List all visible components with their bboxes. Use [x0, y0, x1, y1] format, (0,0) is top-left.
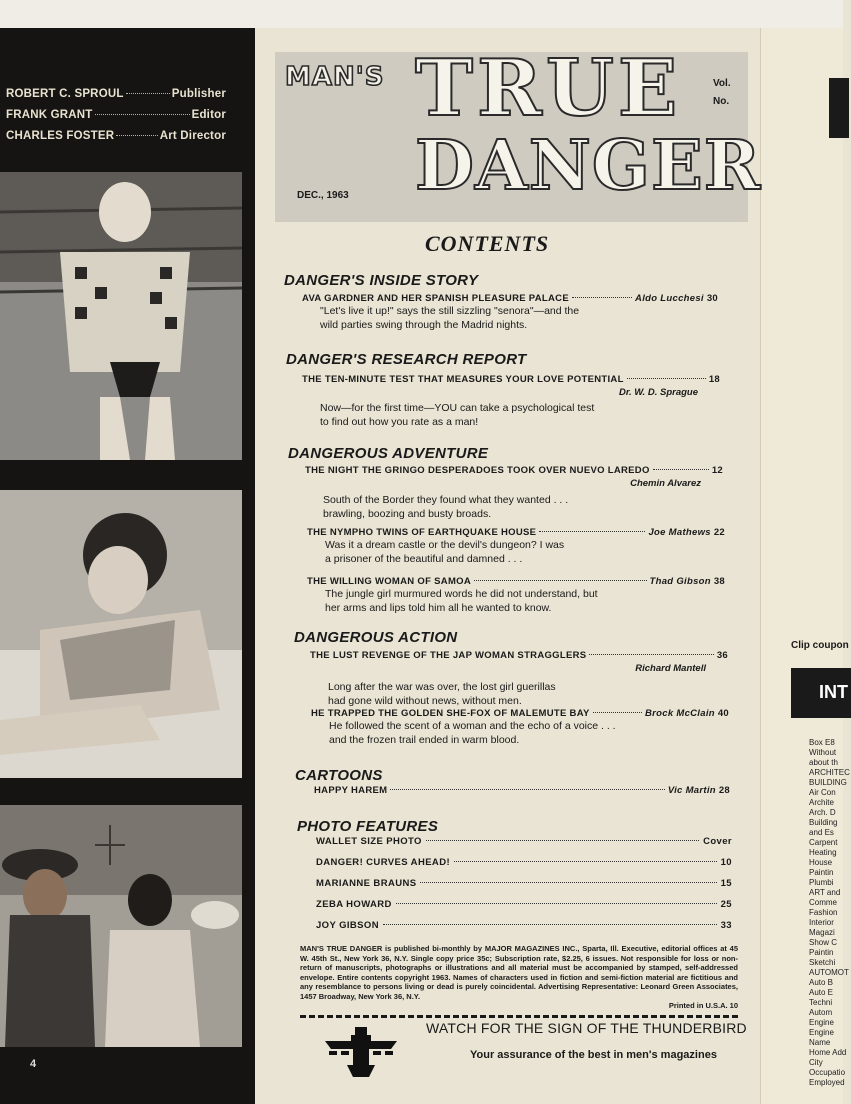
- section-heading: PHOTO FEATURES: [297, 818, 439, 835]
- photo-feature-row: [316, 836, 732, 857]
- leader-dots: [126, 93, 170, 94]
- leader-dots: [474, 580, 647, 581]
- article-blurb: a prisoner of the beautiful and damned . . .: [325, 553, 523, 565]
- leader-dots: [426, 840, 699, 841]
- staff-role: Art Director: [159, 130, 226, 142]
- feature-title: MARIANNE BRAUNS: [316, 878, 417, 889]
- section-heading: DANGER'S RESEARCH REPORT: [286, 351, 527, 368]
- staff-name: FRANK GRANT: [6, 109, 93, 121]
- masthead-title-line2: DANGER: [415, 126, 762, 206]
- coupon-line: Engine: [809, 1028, 834, 1037]
- coupon-line: Employed: [809, 1078, 845, 1087]
- staff-role: Publisher: [171, 88, 226, 100]
- article-author: Brock McClain: [644, 708, 715, 719]
- photo-feature-row: [316, 857, 732, 878]
- coupon-line: Box E8: [809, 738, 835, 747]
- leader-dots: [390, 789, 664, 790]
- coupon-line: Fashion: [809, 908, 838, 917]
- photo-feature-row: [316, 899, 732, 920]
- coupon-line: Techni: [809, 998, 833, 1007]
- coupon-line: Building: [809, 818, 838, 827]
- coupon-line: Autom: [809, 1008, 833, 1017]
- leader-dots: [396, 903, 717, 904]
- article-blurb: had gone wild without news, without men.: [328, 695, 522, 707]
- article-title: THE TEN-MINUTE TEST THAT MEASURES YOUR LOVE POTENTIAL: [302, 374, 624, 385]
- article-blurb: Was it a dream castle or the devil's dungeon? I was: [325, 539, 565, 551]
- staff-name: ROBERT C. SPROUL: [6, 88, 124, 100]
- coupon-line: Engine: [809, 1018, 834, 1027]
- coupon-line: Without: [809, 748, 837, 757]
- article-blurb: South of the Border they found what they wanted . . .: [323, 494, 569, 506]
- masthead-title-line1: TRUE: [415, 43, 682, 134]
- contents-entry: [307, 527, 725, 566]
- entry-title-line: [310, 650, 728, 661]
- coupon-line: Home Add: [809, 1048, 847, 1057]
- coupon-line: Air Con: [809, 788, 836, 797]
- illustration-captive-woman: [0, 172, 242, 460]
- staff-row: [6, 130, 226, 142]
- staff-credits: [6, 88, 226, 151]
- coupon-line: Auto B: [809, 978, 834, 987]
- coupon-line: Show C: [809, 938, 838, 947]
- section-heading: CARTOONS: [295, 767, 383, 784]
- coupon-line: ARCHITEC: [809, 768, 850, 777]
- leader-dots: [593, 712, 642, 713]
- page-top-edge: [0, 0, 843, 28]
- photo-feature-row: [316, 920, 732, 941]
- coupon-line: AUTOMOT: [809, 968, 849, 977]
- coupon-line: Heating: [809, 848, 837, 857]
- illustration-saloon-scene: [0, 805, 242, 1047]
- coupon-line: Paintin: [809, 868, 834, 877]
- volume-label: Vol.: [713, 78, 731, 89]
- page-number: 4: [30, 1058, 37, 1070]
- leader-dots: [627, 378, 706, 379]
- page-ref: 15: [720, 878, 732, 889]
- article-author: Thad Gibson: [649, 576, 711, 587]
- leader-dots: [653, 469, 709, 470]
- article-author: Chemin Alvarez: [630, 478, 701, 489]
- page-ref: 38: [713, 576, 725, 587]
- leader-dots: [572, 297, 632, 298]
- leader-dots: [539, 531, 645, 532]
- feature-title: DANGER! CURVES AHEAD!: [316, 857, 451, 868]
- coupon-line: and Es: [809, 828, 834, 837]
- int-header-box: INT: [791, 668, 851, 718]
- staff-row: [6, 88, 226, 100]
- feature-title: WALLET SIZE PHOTO: [316, 836, 422, 847]
- article-title: THE WILLING WOMAN OF SAMOA: [307, 576, 472, 587]
- photo-features-list: [316, 836, 732, 941]
- coupon-line: Carpent: [809, 838, 838, 847]
- contents-entry: [310, 650, 728, 708]
- coupon-line: Archite: [809, 798, 834, 807]
- contents-title: CONTENTS: [425, 231, 550, 256]
- page-ref: 25: [720, 899, 732, 910]
- contents-entry: [311, 708, 729, 747]
- coupon-line: Magazi: [809, 928, 835, 937]
- coupon-line: ART and: [809, 888, 841, 897]
- page-ref: 12: [711, 465, 723, 476]
- coupon-line: Paintin: [809, 948, 834, 957]
- coupon-line: Interior: [809, 918, 834, 927]
- leader-dots: [589, 654, 713, 655]
- page-ref: 10: [720, 857, 732, 868]
- article-author: Richard Mantell: [635, 663, 706, 674]
- staff-name: CHARLES FOSTER: [6, 130, 115, 142]
- article-title: HAPPY HAREM: [314, 785, 388, 796]
- article-title: THE NIGHT THE GRINGO DESPERADOES TOOK OVER NUEVO LAREDO: [305, 465, 650, 476]
- article-title: HE TRAPPED THE GOLDEN SHE-FOX OF MALEMUTE BAY: [311, 708, 590, 719]
- entry-title-line: [302, 293, 718, 304]
- coupon-line: City: [809, 1058, 823, 1067]
- coupon-line: Sketchi: [809, 958, 836, 967]
- staff-row: [6, 109, 226, 121]
- thunderbird-slogan: WATCH FOR THE SIGN OF THE THUNDERBIRD: [426, 1020, 747, 1036]
- leader-dots: [95, 114, 190, 115]
- contents-entry: [302, 293, 718, 332]
- coupon-line: House: [809, 858, 833, 867]
- issue-date: DEC., 1963: [297, 190, 349, 201]
- page-ref: 30: [706, 293, 718, 304]
- publication-fineprint: [300, 944, 738, 1011]
- assurance-tagline: Your assurance of the best in men's magazines: [470, 1049, 717, 1061]
- article-blurb: "Let's live it up!" says the still sizzling "senora"—and the: [320, 305, 580, 317]
- entry-title-line: [307, 576, 725, 587]
- article-blurb: The jungle girl murmured words he did not understand, but: [325, 588, 598, 600]
- coupon-line: Plumbi: [809, 878, 834, 887]
- page-ref: 33: [720, 920, 732, 931]
- leader-dots: [116, 135, 157, 136]
- page-ref: 28: [718, 785, 730, 796]
- page-ref: 36: [716, 650, 728, 661]
- page-ref: 40: [717, 708, 729, 719]
- contents-entry: [314, 785, 730, 796]
- masthead: [275, 43, 762, 222]
- article-blurb: wild parties swing through the Madrid nights.: [320, 319, 528, 331]
- article-blurb: Now—for the first time—YOU can take a psychological test: [320, 402, 595, 414]
- coupon-line: Occupatio: [809, 1068, 846, 1077]
- contents-entry: [302, 374, 720, 429]
- coupon-line: about th: [809, 758, 838, 767]
- article-title: THE NYMPHO TWINS OF EARTHQUAKE HOUSE: [307, 527, 537, 538]
- contents-entry: [307, 576, 725, 615]
- entry-title-line: [314, 785, 730, 796]
- section-heading: DANGEROUS ADVENTURE: [288, 445, 489, 462]
- page-ref: 18: [708, 374, 720, 385]
- article-title: THE LUST REVENGE OF THE JAP WOMAN STRAGGLERS: [310, 650, 587, 661]
- coupon-line: Auto E: [809, 988, 834, 997]
- coupon-line: BUILDING: [809, 778, 847, 787]
- article-author: Joe Mathews: [648, 527, 711, 538]
- entry-title-line: [305, 465, 723, 476]
- fineprint-body: MAN'S TRUE DANGER is published bi-monthly by MAJOR MAGAZINES INC., Sparta, Ill. Executive, editorial offices at 45 W. 45th St., New York 36, N.Y. Single copy price 35c; Subscription rate, $2.25, 6 issues. Not responsible for loss or non-return of manuscripts, photographs or illustrations and all material must be accompanied by stamped, self-addressed envelope. Entire contents copyright 1963. Names of characters used in fiction and semi-fiction material are fictitious and any resemblance to persons living or dead is purely coincidental. Advertising Representative: Leonard Green Associates, 1457 Broadway, New York 36, N.Y.: [300, 944, 738, 1001]
- facing-page-strip: [760, 28, 850, 1104]
- article-author: Vic Martin: [667, 785, 716, 796]
- leader-dots: [420, 882, 716, 883]
- entry-title-line: [302, 374, 720, 385]
- contents-entry: [305, 465, 723, 521]
- page-ref: 22: [713, 527, 725, 538]
- clip-coupon-text: Clip coupon: [791, 640, 849, 651]
- section-heading: DANGEROUS ACTION: [294, 629, 458, 646]
- coupon-line: Comme: [809, 898, 838, 907]
- article-blurb: He followed the scent of a woman and the echo of a voice . . .: [329, 720, 616, 732]
- coupon-lines: [809, 738, 850, 1088]
- coupon-line: Arch. D: [809, 808, 836, 817]
- article-blurb: brawling, boozing and busty broads.: [323, 508, 492, 520]
- article-blurb: her arms and lips told him all he wanted to know.: [325, 602, 552, 614]
- article-blurb: to find out how you rate as a man!: [320, 416, 479, 428]
- article-title: AVA GARDNER AND HER SPANISH PLEASURE PALACE: [302, 293, 569, 304]
- article-author: Dr. W. D. Sprague: [618, 387, 698, 398]
- leader-dots: [383, 924, 717, 925]
- photo-pinup-woman: [0, 490, 242, 778]
- feature-title: ZEBA HOWARD: [316, 899, 392, 910]
- thunderbird-icon: [325, 1025, 397, 1079]
- entry-title-line: [307, 527, 725, 538]
- coupon-line: Name: [809, 1038, 831, 1047]
- article-blurb: and the frozen trail ended in warm blood.: [329, 734, 520, 746]
- masthead-prefix: MAN'S: [285, 62, 385, 92]
- black-block: [829, 78, 849, 138]
- number-label: No.: [713, 96, 730, 107]
- dashed-divider: [300, 1015, 738, 1018]
- leader-dots: [454, 861, 717, 862]
- photo-feature-row: [316, 878, 732, 899]
- entry-title-line: [311, 708, 729, 719]
- section-heading: DANGER'S INSIDE STORY: [284, 272, 479, 289]
- fineprint-printed: Printed in U.S.A. 10: [668, 1001, 738, 1010]
- article-author: Aldo Lucchesi: [635, 293, 704, 304]
- page-ref: Cover: [703, 836, 732, 847]
- article-blurb: Long after the war was over, the lost girl guerillas: [328, 681, 556, 693]
- feature-title: JOY GIBSON: [316, 920, 379, 931]
- staff-role: Editor: [191, 109, 226, 121]
